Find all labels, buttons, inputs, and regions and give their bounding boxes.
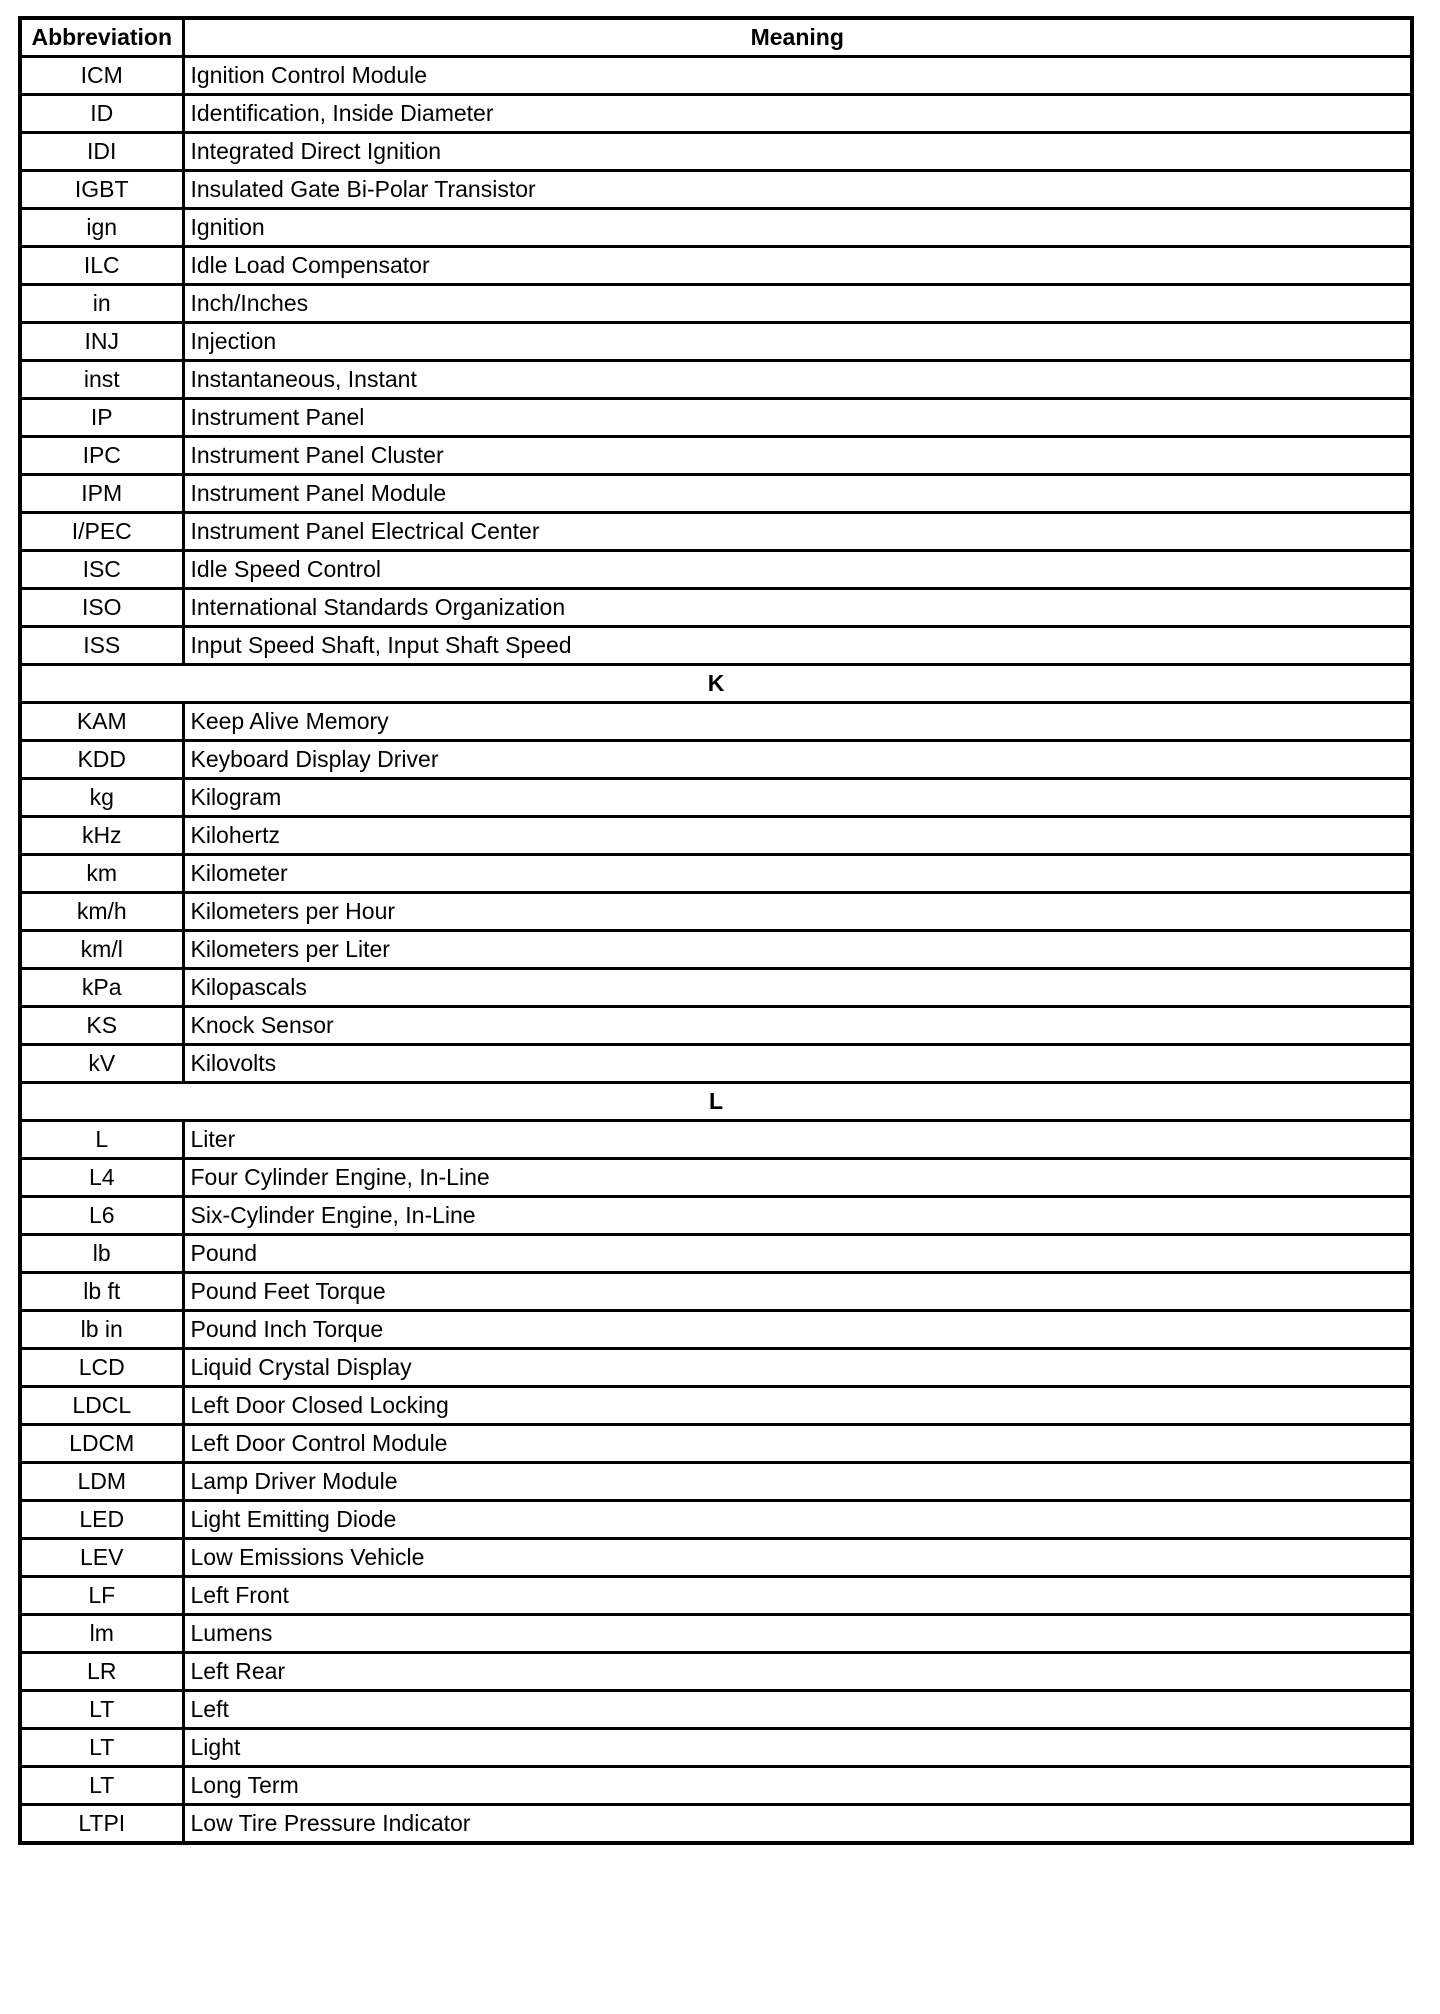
abbreviation-cell: I/PEC xyxy=(20,513,183,551)
meaning-cell: Kilometer xyxy=(183,855,1412,893)
meaning-cell: Instrument Panel xyxy=(183,399,1412,437)
table-row xyxy=(20,437,1412,475)
meaning-cell: Light Emitting Diode xyxy=(183,1501,1412,1539)
table-row xyxy=(20,931,1412,969)
table-row xyxy=(20,893,1412,931)
meaning-cell: Kilovolts xyxy=(183,1045,1412,1083)
abbreviation-cell: IP xyxy=(20,399,183,437)
table-row xyxy=(20,969,1412,1007)
meaning-cell: Ignition Control Module xyxy=(183,57,1412,95)
meaning-cell: Left xyxy=(183,1691,1412,1729)
meaning-cell: Long Term xyxy=(183,1767,1412,1805)
meaning-cell: Keep Alive Memory xyxy=(183,703,1412,741)
abbreviation-cell: LF xyxy=(20,1577,183,1615)
abbreviation-cell: lb xyxy=(20,1235,183,1273)
abbreviation-table xyxy=(18,16,1414,1845)
table-row xyxy=(20,361,1412,399)
abbreviation-cell: LED xyxy=(20,1501,183,1539)
abbreviation-cell: ID xyxy=(20,95,183,133)
table-row xyxy=(20,171,1412,209)
meaning-cell: Left Door Control Module xyxy=(183,1425,1412,1463)
abbreviation-cell: L xyxy=(20,1121,183,1159)
meaning-cell: International Standards Organization xyxy=(183,589,1412,627)
abbreviation-cell: kV xyxy=(20,1045,183,1083)
abbreviation-cell: IDI xyxy=(20,133,183,171)
table-body xyxy=(20,57,1412,1844)
table-row xyxy=(20,1577,1412,1615)
abbreviation-cell: L6 xyxy=(20,1197,183,1235)
abbreviation-cell: ign xyxy=(20,209,183,247)
table-row xyxy=(20,133,1412,171)
meaning-cell: Injection xyxy=(183,323,1412,361)
table-row xyxy=(20,399,1412,437)
table-row xyxy=(20,741,1412,779)
table-row xyxy=(20,855,1412,893)
meaning-cell: Kilohertz xyxy=(183,817,1412,855)
table-row xyxy=(20,1121,1412,1159)
abbreviation-cell: ICM xyxy=(20,57,183,95)
meaning-cell: Six-Cylinder Engine, In-Line xyxy=(183,1197,1412,1235)
meaning-cell: Left Rear xyxy=(183,1653,1412,1691)
meaning-cell: Kilopascals xyxy=(183,969,1412,1007)
abbreviation-cell: LEV xyxy=(20,1539,183,1577)
section-row xyxy=(20,665,1412,703)
section-letter: L xyxy=(20,1083,1412,1121)
abbreviation-cell: IPM xyxy=(20,475,183,513)
abbreviation-cell: LDCM xyxy=(20,1425,183,1463)
meaning-cell: Instrument Panel Electrical Center xyxy=(183,513,1412,551)
abbreviation-cell: kPa xyxy=(20,969,183,1007)
table-row xyxy=(20,1767,1412,1805)
table-row xyxy=(20,1501,1412,1539)
meaning-cell: Pound xyxy=(183,1235,1412,1273)
meaning-cell: Instantaneous, Instant xyxy=(183,361,1412,399)
table-row xyxy=(20,247,1412,285)
abbreviation-cell: LDCL xyxy=(20,1387,183,1425)
table-row xyxy=(20,1235,1412,1273)
abbreviation-cell: LCD xyxy=(20,1349,183,1387)
meaning-cell: Instrument Panel Cluster xyxy=(183,437,1412,475)
meaning-cell: Lamp Driver Module xyxy=(183,1463,1412,1501)
meaning-cell: Liter xyxy=(183,1121,1412,1159)
meaning-cell: Kilogram xyxy=(183,779,1412,817)
table-row xyxy=(20,57,1412,95)
meaning-cell: Lumens xyxy=(183,1615,1412,1653)
table-row xyxy=(20,551,1412,589)
table-row xyxy=(20,1197,1412,1235)
meaning-cell: Pound Feet Torque xyxy=(183,1273,1412,1311)
abbreviation-cell: KAM xyxy=(20,703,183,741)
meaning-cell: Keyboard Display Driver xyxy=(183,741,1412,779)
abbreviation-cell: lb ft xyxy=(20,1273,183,1311)
header-abbreviation: Abbreviation xyxy=(20,18,183,57)
abbreviation-cell: KS xyxy=(20,1007,183,1045)
table-row xyxy=(20,513,1412,551)
abbreviation-sheet xyxy=(18,16,1410,1845)
abbreviation-cell: ILC xyxy=(20,247,183,285)
abbreviation-cell: in xyxy=(20,285,183,323)
table-row xyxy=(20,1653,1412,1691)
abbreviation-cell: ISO xyxy=(20,589,183,627)
abbreviation-cell: ISC xyxy=(20,551,183,589)
table-row xyxy=(20,95,1412,133)
table-row xyxy=(20,703,1412,741)
table-row xyxy=(20,589,1412,627)
meaning-cell: Low Emissions Vehicle xyxy=(183,1539,1412,1577)
table-row xyxy=(20,1615,1412,1653)
abbreviation-cell: km xyxy=(20,855,183,893)
table-row xyxy=(20,209,1412,247)
table-row xyxy=(20,1045,1412,1083)
table-row xyxy=(20,1349,1412,1387)
table-row xyxy=(20,779,1412,817)
meaning-cell: Left Door Closed Locking xyxy=(183,1387,1412,1425)
table-row xyxy=(20,285,1412,323)
meaning-cell: Idle Load Compensator xyxy=(183,247,1412,285)
abbreviation-cell: LT xyxy=(20,1729,183,1767)
table-row xyxy=(20,1729,1412,1767)
abbreviation-cell: lm xyxy=(20,1615,183,1653)
abbreviation-cell: LR xyxy=(20,1653,183,1691)
table-row xyxy=(20,1539,1412,1577)
meaning-cell: Identification, Inside Diameter xyxy=(183,95,1412,133)
table-row xyxy=(20,1159,1412,1197)
table-header-row xyxy=(20,18,1412,57)
abbreviation-cell: IPC xyxy=(20,437,183,475)
abbreviation-cell: INJ xyxy=(20,323,183,361)
table-row xyxy=(20,1691,1412,1729)
section-letter: K xyxy=(20,665,1412,703)
abbreviation-cell: IGBT xyxy=(20,171,183,209)
meaning-cell: Light xyxy=(183,1729,1412,1767)
abbreviation-cell: kHz xyxy=(20,817,183,855)
abbreviation-cell: lb in xyxy=(20,1311,183,1349)
header-meaning: Meaning xyxy=(183,18,1412,57)
abbreviation-cell: kg xyxy=(20,779,183,817)
abbreviation-cell: inst xyxy=(20,361,183,399)
table-row xyxy=(20,475,1412,513)
meaning-cell: Insulated Gate Bi-Polar Transistor xyxy=(183,171,1412,209)
abbreviation-cell: LTPI xyxy=(20,1805,183,1844)
meaning-cell: Low Tire Pressure Indicator xyxy=(183,1805,1412,1844)
meaning-cell: Instrument Panel Module xyxy=(183,475,1412,513)
meaning-cell: Ignition xyxy=(183,209,1412,247)
table-row xyxy=(20,627,1412,665)
table-row xyxy=(20,1273,1412,1311)
meaning-cell: Left Front xyxy=(183,1577,1412,1615)
table-row xyxy=(20,1311,1412,1349)
abbreviation-cell: km/h xyxy=(20,893,183,931)
abbreviation-cell: KDD xyxy=(20,741,183,779)
abbreviation-cell: LT xyxy=(20,1767,183,1805)
meaning-cell: Integrated Direct Ignition xyxy=(183,133,1412,171)
table-row xyxy=(20,1387,1412,1425)
meaning-cell: Liquid Crystal Display xyxy=(183,1349,1412,1387)
meaning-cell: Knock Sensor xyxy=(183,1007,1412,1045)
abbreviation-cell: LDM xyxy=(20,1463,183,1501)
abbreviation-cell: km/l xyxy=(20,931,183,969)
abbreviation-cell: LT xyxy=(20,1691,183,1729)
table-row xyxy=(20,1805,1412,1844)
abbreviation-cell: L4 xyxy=(20,1159,183,1197)
meaning-cell: Input Speed Shaft, Input Shaft Speed xyxy=(183,627,1412,665)
meaning-cell: Four Cylinder Engine, In-Line xyxy=(183,1159,1412,1197)
section-row xyxy=(20,1083,1412,1121)
meaning-cell: Pound Inch Torque xyxy=(183,1311,1412,1349)
table-row xyxy=(20,1463,1412,1501)
meaning-cell: Kilometers per Hour xyxy=(183,893,1412,931)
meaning-cell: Idle Speed Control xyxy=(183,551,1412,589)
table-row xyxy=(20,817,1412,855)
meaning-cell: Kilometers per Liter xyxy=(183,931,1412,969)
table-row xyxy=(20,1425,1412,1463)
table-row xyxy=(20,1007,1412,1045)
table-row xyxy=(20,323,1412,361)
meaning-cell: Inch/Inches xyxy=(183,285,1412,323)
abbreviation-cell: ISS xyxy=(20,627,183,665)
